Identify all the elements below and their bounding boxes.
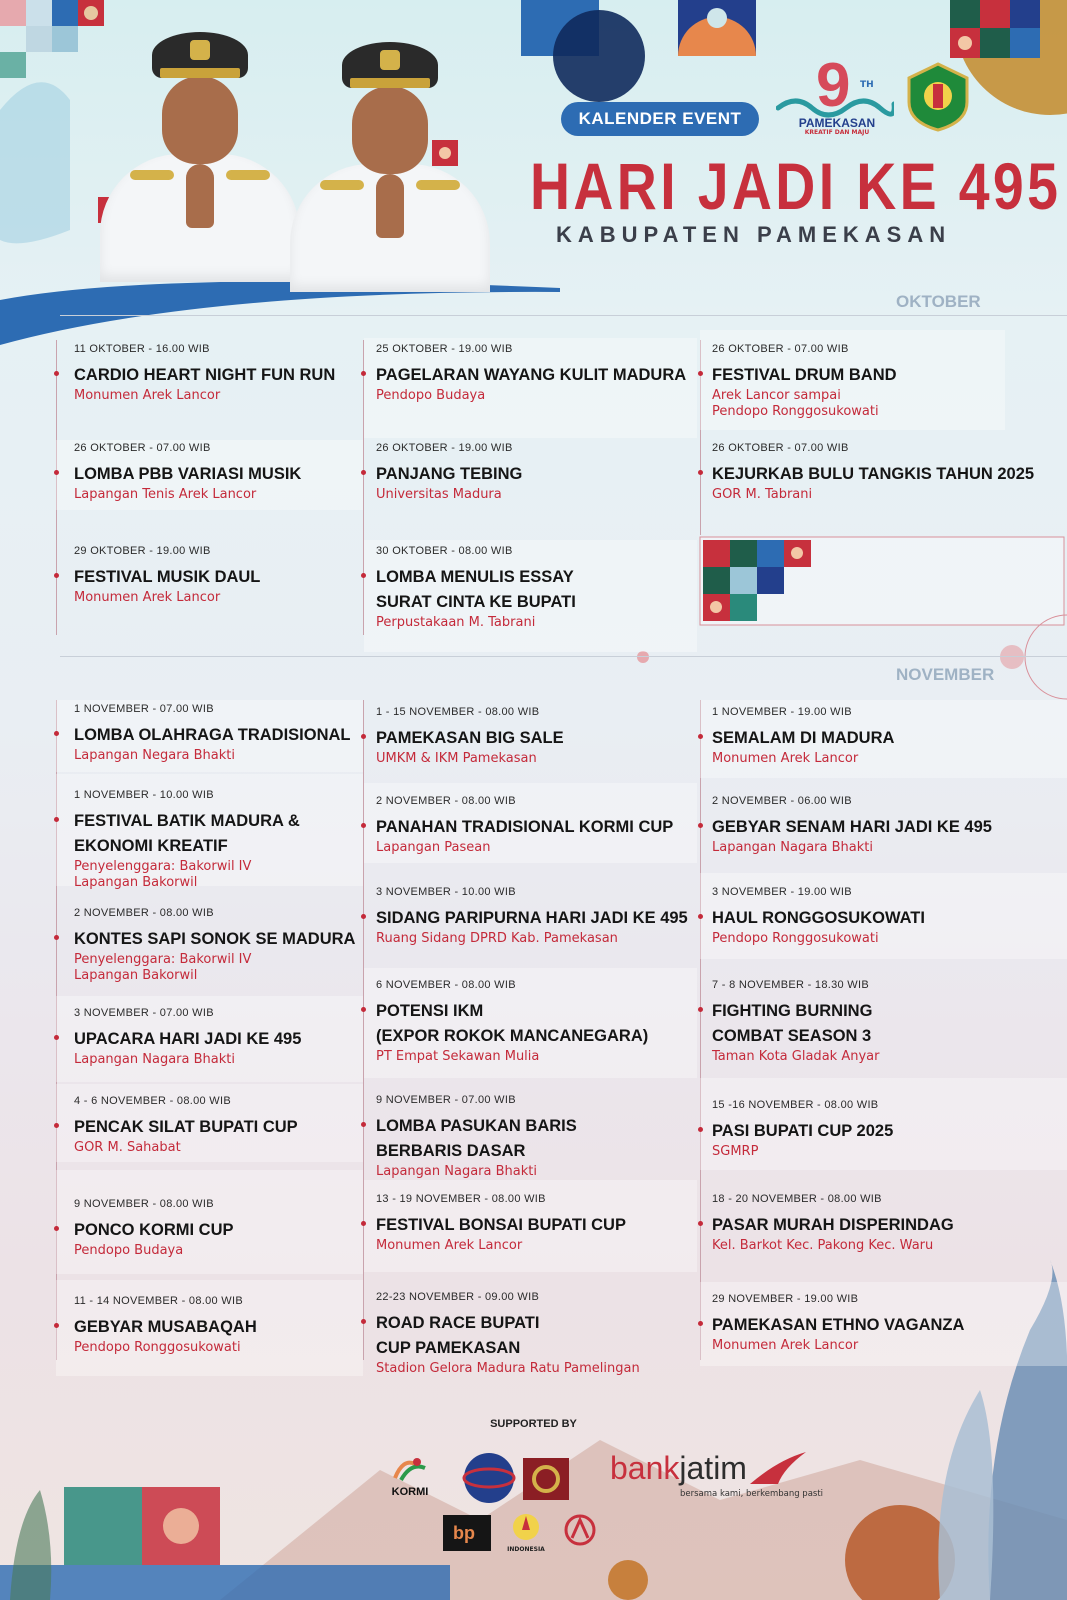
event-name: COMBAT SEASON 3 (712, 1027, 872, 1045)
event-location: Lapangan Tenis Arek Lancor (74, 487, 257, 502)
event-item (376, 706, 564, 767)
section-divider (60, 656, 1067, 657)
event-item (376, 1094, 577, 1180)
event-item (74, 343, 335, 404)
event-item (376, 442, 522, 503)
timeline-dot-icon (361, 1319, 366, 1324)
event-location: Pendopo Ronggosukowati (712, 931, 879, 946)
event-item (74, 703, 351, 764)
event-name: EKONOMI KREATIF (74, 837, 228, 855)
event-location: Pendopo Budaya (74, 1243, 184, 1258)
timeline-dot-icon (698, 1221, 703, 1226)
timeline-dot-icon (698, 1007, 703, 1012)
event-name: LOMBA PASUKAN BARIS (376, 1117, 577, 1135)
event-item (376, 545, 576, 631)
event-name: GEBYAR MUSABAQAH (74, 1318, 257, 1336)
event-location: UMKM & IKM Pamekasan (376, 751, 537, 766)
event-location: Pendopo Budaya (376, 388, 486, 403)
event-name: PONCO KORMI CUP (74, 1221, 234, 1239)
event-date: 6 NOVEMBER - 08.00 WIB (376, 979, 516, 991)
event-date: 1 - 15 NOVEMBER - 08.00 WIB (376, 706, 540, 718)
event-name: PAGELARAN WAYANG KULIT MADURA (376, 366, 687, 384)
event-location: Monumen Arek Lancor (712, 751, 859, 766)
event-item (712, 442, 1034, 503)
event-location: Pendopo Ronggosukowati (712, 404, 879, 419)
event-date: 18 - 20 NOVEMBER - 08.00 WIB (712, 1193, 882, 1205)
event-item (74, 1198, 234, 1259)
event-name: PAMEKASAN BIG SALE (376, 729, 564, 747)
event-location: Lapangan Nagara Bhakti (74, 1052, 235, 1067)
sponsor-globe-logo (462, 1451, 516, 1505)
event-name: CUP PAMEKASAN (376, 1339, 521, 1357)
timeline-dot-icon (698, 1127, 703, 1132)
event-name: FESTIVAL BATIK MADURA & (74, 812, 300, 830)
sponsor-bp-logo (443, 1515, 491, 1551)
sponsor-ap-logo (560, 1514, 600, 1550)
event-location: PT Empat Sekawan Mulia (376, 1049, 540, 1064)
event-date: 2 NOVEMBER - 08.00 WIB (74, 907, 214, 919)
event-date: 2 NOVEMBER - 06.00 WIB (712, 795, 852, 807)
event-item (74, 907, 355, 984)
event-date: 25 OKTOBER - 19.00 WIB (376, 343, 513, 355)
event-name: LOMBA OLAHRAGA TRADISIONAL (74, 726, 351, 744)
regent-photo (100, 32, 300, 282)
timeline-dot-icon (361, 914, 366, 919)
svg-text:bp: bp (453, 1523, 475, 1543)
timeline-dot-icon (54, 1226, 59, 1231)
timeline-dot-icon (54, 371, 59, 376)
event-item (376, 886, 688, 947)
event-name: PAMEKASAN ETHNO VAGANZA (712, 1316, 965, 1334)
event-item (712, 795, 992, 856)
event-name: ROAD RACE BUPATI (376, 1314, 540, 1332)
event-item (376, 343, 686, 404)
event-date: 2 NOVEMBER - 08.00 WIB (376, 795, 516, 807)
event-item (712, 1293, 964, 1354)
event-date: 29 NOVEMBER - 19.00 WIB (712, 1293, 859, 1305)
event-date: 26 OKTOBER - 19.00 WIB (376, 442, 513, 454)
event-date: 13 - 19 NOVEMBER - 08.00 WIB (376, 1193, 546, 1205)
event-item (376, 979, 648, 1065)
month-label-oktober: OKTOBER (896, 292, 981, 311)
timeline-dot-icon (361, 470, 366, 475)
anniversary-logo: 9 TH PAMEKASAN KREATIF DAN MAJU (776, 58, 896, 136)
event-name: UPACARA HARI JADI KE 495 (74, 1030, 302, 1048)
event-location: Lapangan Bakorwil (74, 875, 198, 890)
timeline-dot-icon (698, 914, 703, 919)
bank-jatim-logo: bankjatim bersama kami, berkembang pasti (610, 1450, 824, 1499)
event-date: 3 NOVEMBER - 19.00 WIB (712, 886, 852, 898)
timeline-dot-icon (698, 734, 703, 739)
timeline-dot-icon (361, 823, 366, 828)
event-location: Perpustakaan M. Tabrani (376, 615, 536, 630)
event-item (712, 706, 894, 767)
event-location: Lapangan Negara Bhakti (74, 748, 236, 763)
event-location: Lapangan Bakorwil (74, 968, 198, 983)
timeline-dot-icon (698, 1321, 703, 1326)
page-title: HARI JADI KE 495 (530, 149, 1062, 223)
event-location: Lapangan Nagara Bhakti (712, 840, 873, 855)
event-date: 30 OKTOBER - 08.00 WIB (376, 545, 513, 557)
timeline-dot-icon (54, 470, 59, 475)
event-location: Taman Kota Gladak Anyar (712, 1049, 880, 1064)
event-location: Ruang Sidang DPRD Kab. Pamekasan (376, 931, 618, 946)
event-name: FESTIVAL DRUM BAND (712, 366, 897, 384)
event-name: PANJANG TEBING (376, 465, 523, 483)
timeline-dot-icon (361, 573, 366, 578)
event-item (712, 343, 897, 420)
event-item (712, 979, 879, 1065)
event-location: GOR M. Tabrani (712, 487, 813, 502)
event-item (74, 1007, 301, 1068)
event-name: FESTIVAL BONSAI BUPATI CUP (376, 1216, 626, 1234)
kormi-logo: KORMI (385, 1456, 435, 1498)
event-date: 29 OKTOBER - 19.00 WIB (74, 545, 211, 557)
event-location: Stadion Gelora Madura Ratu Pamelingan (376, 1361, 640, 1376)
event-name: LOMBA PBB VARIASI MUSIK (74, 465, 302, 483)
event-date: 11 OKTOBER - 16.00 WIB (74, 343, 210, 355)
event-item (74, 789, 300, 891)
event-date: 1 NOVEMBER - 10.00 WIB (74, 789, 214, 801)
event-date: 26 OKTOBER - 07.00 WIB (712, 442, 849, 454)
event-location: Monumen Arek Lancor (712, 1338, 859, 1353)
regency-crest-icon (903, 62, 973, 132)
event-date: 1 NOVEMBER - 19.00 WIB (712, 706, 852, 718)
event-date: 26 OKTOBER - 07.00 WIB (74, 442, 211, 454)
timeline-dot-icon (54, 1123, 59, 1128)
timeline-dot-icon (54, 1035, 59, 1040)
event-name: KEJURKAB BULU TANGKIS TAHUN 2025 (712, 465, 1035, 483)
page-subtitle: KABUPATEN PAMEKASAN (556, 222, 952, 247)
timeline-dot-icon (54, 731, 59, 736)
event-location: Lapangan Nagara Bhakti (376, 1164, 537, 1179)
event-name: SEMALAM DI MADURA (712, 729, 895, 747)
timeline-dot-icon (698, 823, 703, 828)
event-item (712, 886, 925, 947)
event-name: PANAHAN TRADISIONAL KORMI CUP (376, 818, 674, 836)
event-date: 3 NOVEMBER - 10.00 WIB (376, 886, 516, 898)
event-item (74, 442, 301, 503)
timeline-dot-icon (54, 1323, 59, 1328)
column-divider (700, 700, 701, 1360)
event-item (74, 1295, 257, 1356)
event-date: 1 NOVEMBER - 07.00 WIB (74, 703, 214, 715)
event-date: 11 - 14 NOVEMBER - 08.00 WIB (74, 1295, 243, 1307)
event-location: Penyelenggara: Bakorwil IV (74, 859, 252, 874)
event-name: FESTIVAL MUSIK DAUL (74, 568, 261, 586)
event-name: PASAR MURAH DISPERINDAG (712, 1216, 954, 1234)
timeline-dot-icon (361, 1007, 366, 1012)
event-item (712, 1193, 954, 1254)
vice-regent-photo (290, 42, 490, 292)
sponsor-emblem-logo (523, 1458, 569, 1500)
event-name: (EXPOR ROKOK MANCANEGARA) (376, 1027, 649, 1045)
supported-by-label: SUPPORTED BY (490, 1418, 577, 1430)
section-divider (60, 315, 1067, 316)
timeline-dot-icon (361, 1221, 366, 1226)
event-date: 9 NOVEMBER - 08.00 WIB (74, 1198, 214, 1210)
event-name: GEBYAR SENAM HARI JADI KE 495 (712, 818, 992, 836)
event-date: 4 - 6 NOVEMBER - 08.00 WIB (74, 1095, 231, 1107)
event-date: 15 -16 NOVEMBER - 08.00 WIB (712, 1099, 879, 1111)
event-location: Pendopo Ronggosukowati (74, 1340, 241, 1355)
event-item (376, 1193, 626, 1254)
event-name: PASI BUPATI CUP 2025 (712, 1122, 894, 1140)
event-name: KONTES SAPI SONOK SE MADURA (74, 930, 356, 948)
indonesia-sport-logo: INDONESIA (506, 1512, 546, 1554)
timeline-dot-icon (698, 470, 703, 475)
event-name: SIDANG PARIPURNA HARI JADI KE 495 (376, 909, 688, 927)
event-location: Penyelenggara: Bakorwil IV (74, 952, 252, 967)
event-date: 7 - 8 NOVEMBER - 18.30 WIB (712, 979, 869, 991)
timeline-dot-icon (54, 573, 59, 578)
event-location: Universitas Madura (376, 487, 502, 502)
event-location: Monumen Arek Lancor (74, 590, 221, 605)
timeline-dot-icon (361, 1122, 366, 1127)
event-date: 9 NOVEMBER - 07.00 WIB (376, 1094, 516, 1106)
month-label-november: NOVEMBER (896, 665, 995, 684)
event-location: Kel. Barkot Kec. Pakong Kec. Waru (712, 1238, 934, 1253)
timeline-dot-icon (361, 734, 366, 739)
event-date: 26 OKTOBER - 07.00 WIB (712, 343, 849, 355)
timeline-dot-icon (361, 371, 366, 376)
event-name: POTENSI IKM (376, 1002, 484, 1020)
event-location: Arek Lancor sampai (712, 388, 841, 403)
event-location: Monumen Arek Lancor (74, 388, 221, 403)
event-item (712, 1099, 893, 1160)
event-calendar-badge: KALENDER EVENT (561, 102, 759, 136)
timeline-dot-icon (54, 935, 59, 940)
event-location: GOR M. Sahabat (74, 1140, 181, 1155)
event-date: 22-23 NOVEMBER - 09.00 WIB (376, 1291, 540, 1303)
event-location: SGMRP (712, 1144, 759, 1159)
event-item (74, 1095, 298, 1156)
event-name: PENCAK SILAT BUPATI CUP (74, 1118, 298, 1136)
event-date: 3 NOVEMBER - 07.00 WIB (74, 1007, 214, 1019)
event-item (376, 1291, 640, 1377)
timeline-dot-icon (54, 817, 59, 822)
event-name: LOMBA MENULIS ESSAY (376, 568, 574, 586)
event-item (74, 545, 260, 606)
event-name: FIGHTING BURNING (712, 1002, 873, 1020)
event-location: Monumen Arek Lancor (376, 1238, 523, 1253)
event-location: Lapangan Pasean (376, 840, 491, 855)
timeline-dot-icon (698, 371, 703, 376)
event-name: SURAT CINTA KE BUPATI (376, 593, 576, 611)
event-item (376, 795, 673, 856)
event-name: HAUL RONGGOSUKOWATI (712, 909, 925, 927)
event-name: CARDIO HEART NIGHT FUN RUN (74, 366, 336, 384)
event-name: BERBARIS DASAR (376, 1142, 526, 1160)
